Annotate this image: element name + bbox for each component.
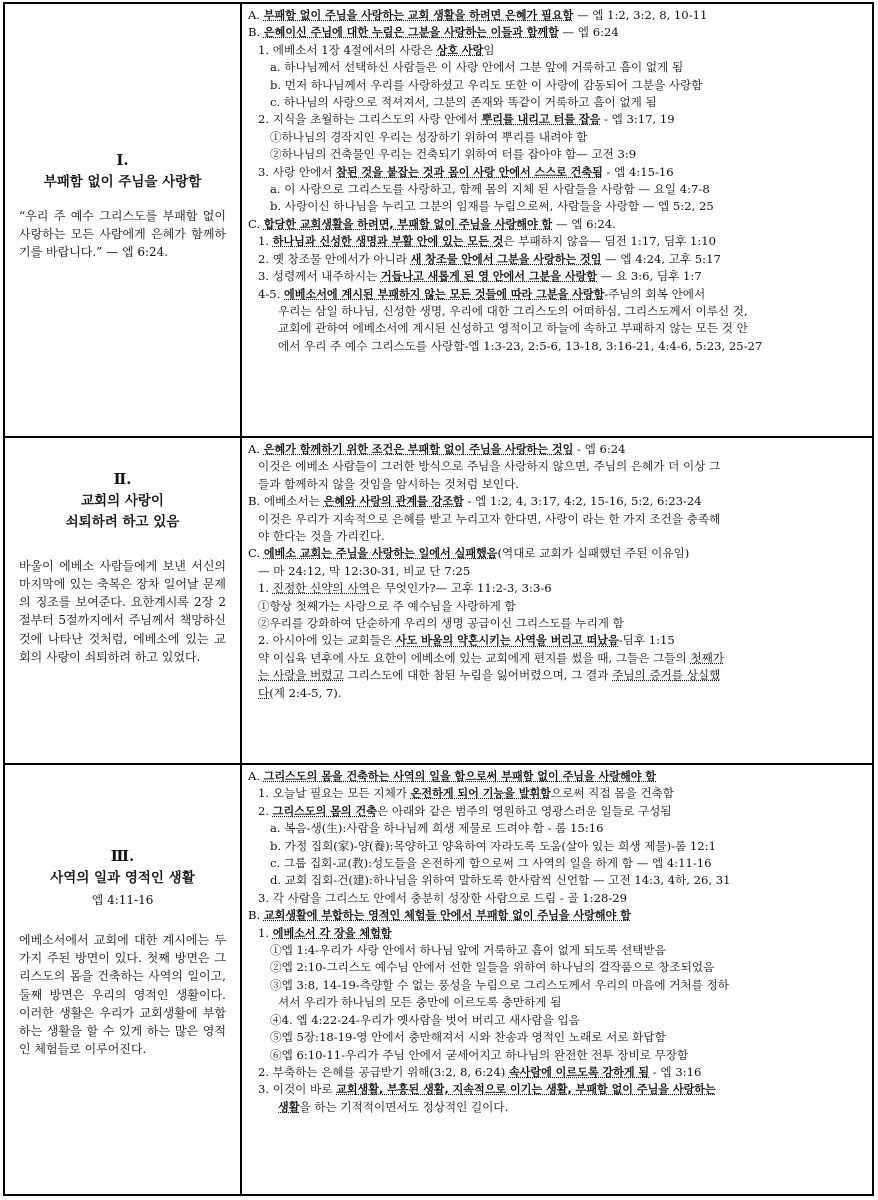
emphasis-text: 은혜와 사랑의 관계를 강조함 [323,495,464,509]
outline-text: ②엡 2:10-그리스도 예수님 안에서 선한 일들을 위하여 하나님의 걸작품으로 창조되었음 [270,960,715,975]
emphasis-text: 합당한 교회생활을 하려면, 부패함 없이 주님을 사랑해야 함 [263,217,553,231]
outline-text: 4-5. [258,286,285,301]
section-row-1 [5,4,872,437]
outline-text: 진정한 신약의 사역 [272,581,370,596]
outline-line [248,632,866,649]
outline-text: 2. 아시아에 있는 교회들은 [258,633,396,648]
emphasis-text: 뿌리를 내리고 터를 잡음 [481,113,601,127]
outline-text: B. 에베소서는 [248,494,324,509]
outline-text: b. 가정 집회(家)-양(養):목양하고 양육하여 자라도록 도움(살아 있는 희생 제물)-롬 12:1 [270,838,716,853]
outline-text: 우리는 삼일 하나님, 신성한 생명, 우리에 대한 그리스도의 어떠하심, 그리스도께서 이루신 것, [278,303,748,318]
outline-text: c. 그룹 집회-교(教):성도들을 온전하게 함으로써 그 사역의 일을 하게 함 — 엡 4:11-16 [270,856,712,871]
emphasis-text: 부패함 없이 주님을 사랑하는 교회 생활을 하려면 은혜가 필요함 [263,9,574,22]
outline-text: a. 하나님께서 선택하신 사람들은 이 사랑 안에서 그분 앞에 거룩하고 흠이 없게 됨 [270,60,684,75]
outline-line [248,198,866,215]
outline-text: 은 무엇인가?— 고후 11:2-3, 3:3-6 [369,581,552,596]
outline-line [248,685,866,702]
outline-line [248,785,866,802]
outline-line [248,1029,866,1046]
outline-text: c. 하나님의 사랑으로 적셔져서, 그분의 존재와 똑같이 거룩하고 흠이 없게 됨 [270,95,657,110]
section-3-left [5,764,241,1194]
emphasis-text: 교회생활, 부흥된 생활, 지속적으로 이기는 생활, 부패함 없이 주님을 사랑하는 [336,1083,716,1097]
outline-line [248,458,866,475]
outline-line [248,907,866,924]
outline-text: -딤후 1:15 [618,633,675,648]
outline-text: 1. 오늘날 필요는 모든 지체가 [258,786,411,801]
outline-text: ①하나님의 경작지인 우리는 성장하기 위하여 뿌리를 내려야 함 [270,129,588,144]
outline-text: 그리스도에 대한 참된 누림을 잃어버렸으며, 그 결과 [343,668,613,683]
outline-table [5,4,872,1194]
outline-line [248,42,866,59]
outline-line [248,111,866,128]
section-title-line-1: 교회의 사랑이 [81,492,164,509]
outline-line [248,615,866,632]
emphasis-text: 생활 [278,1100,300,1114]
outline-line [248,1081,866,1098]
outline-line [248,528,866,545]
outline-text: 다 [258,685,270,700]
outline-line [248,545,866,562]
outline-line [248,59,866,76]
emphasis-text: 그리스도의 몸을 건축하는 사역의 일을 함으로써 부패함 없이 주님을 사랑해야 함 [263,770,657,783]
section-title: 사역의 일과 영적인 생활 [50,869,195,886]
outline-text: 임 [483,42,495,57]
emphasis-text: 에베소서에 계시된 부패하지 않는 모든 것들에 따라 그분을 사랑함 [284,287,605,301]
outline-text: 1. [258,925,273,940]
outline-text: 2. 부축하는 은혜를 공급받기 위해(3:2, 8, 6:24) [258,1064,509,1079]
emphasis-text: 교회생활에 부합하는 영적인 체험들 안에서 부패함 없이 주님을 사랑해야 함 [263,909,631,923]
section-row-3 [5,764,872,1194]
outline-text: - 엡 4:15-16 [602,164,674,179]
section-title-line-2: 쇠퇴하려 하고 있음 [65,513,180,530]
outline-text: 에서 우리 주 예수 그리스도를 사랑함-엡 1:3-23, 2:5-6, 13-18, 3:16-21, 4:4-6, 5:23, 25-27 [278,338,763,353]
outline-text: 1. [258,234,273,249]
outline-text: - 엡 3:16 [649,1064,702,1079]
outline-line [248,820,866,837]
outline-line [248,667,866,684]
outline-text: — 마 24:12, 막 12:30-31, 비교 단 7:25 [258,563,471,578]
outline-text: 을 하는 기적적이면서도 정상적인 길이다. [299,1099,509,1114]
section-2-left [5,437,241,764]
outline-text: - 엡 6:24 [573,442,626,456]
outline-line [248,146,866,163]
outline-line [248,650,866,667]
outline-line [248,890,866,907]
emphasis-text: 상호 사랑 [436,43,484,57]
emphasis-text: 속사람에 이르도록 강하게 됨 [508,1065,650,1079]
emphasis-text: 은혜이신 주님에 대한 누림은 그분을 사랑하는 이들과 함께함 [263,26,559,40]
emphasis-text: 온전하게 되어 기능을 발휘함 [410,787,551,801]
outline-text: 1. [258,581,273,596]
outline-text: d. 교회 집회-건(建):하나님을 위하여 말하도록 한사람씩 신언함 — 고전 14:3, 4하, 26, 31 [270,873,731,888]
outline-line [248,855,866,872]
outline-line [248,959,866,976]
outline-line [248,942,866,959]
emphasis-text: 하나님과 신성한 생명과 부활 안에 있는 모든 것 [272,235,504,249]
outline-text: C. [248,546,264,561]
outline-text: C. [248,216,264,231]
section-summary: “우리 주 예수 그리스도를 부패함 없이 사랑하는 모든 사람에게 은혜가 함께하기를 바랍니다.” — 엡 6:24. [19,208,226,260]
section-title: 부패함 없이 주님을 사랑함 [43,173,202,190]
outline-line [248,493,866,510]
outline-line [248,1012,866,1029]
section-number: Ⅱ. [113,470,132,488]
outline-line [248,303,866,320]
emphasis-text: 에베소 교회는 주님을 사랑하는 일에서 실패했음 [263,547,498,561]
outline-text: 3. 사랑 안에서 [258,164,337,179]
outline-text: — 요 3:6, 딤후 1:7 [597,269,702,284]
outline-text: 2. [258,803,273,818]
outline-line [248,233,866,250]
outline-line [248,94,866,111]
outline-line [248,338,866,355]
outline-line [248,580,866,597]
section-1-left [5,4,241,437]
outline-text: A. [248,769,264,783]
emphasis-text: 참된 것을 붙잡는 것과 몸이 사랑 안에서 스스로 건축됨 [336,165,603,179]
outline-text: 이것은 에베소 사람들이 그러한 방식으로 주님을 사랑하지 않으면, 주님의 은혜가 더 이상 그 [258,459,721,474]
outline-line [248,598,866,615]
section-number: Ⅲ. [110,847,135,865]
outline-text: — 엡 6:24 [558,25,619,40]
outline-text: 첫째가 [690,650,724,665]
section-1-right [241,4,872,437]
outline-text: 3. 각 사람을 그리스도 안에서 충분히 성장한 사람으로 드림 - 골 1:28-29 [258,890,628,905]
outline-line [248,181,866,198]
section-row-2 [5,437,872,764]
outline-line [248,251,866,268]
outline-line [248,872,866,889]
section-summary: 바울이 에베소 사람들에게 보낸 서신의 마지막에 있는 축복은 장차 일어날 문제의 징조를 보여준다. 요한계시록 2장 2절부터 5절까지에서 주님께서 책망하신 것에 나타난 것처럼, 에베소에 있는 교회의 사랑이 쇠퇴하려 하고 있었다. [19,558,226,664]
outline-text: 은 부패하지 않음— 딤전 1:17, 딤후 1:10 [503,234,717,249]
emphasis-text: 그리스도의 몸의 건축 [272,804,377,818]
outline-text: 교회에 관하여 에베소서에 계시된 신성하고 영적이고 하늘에 속하고 부패하지 않는 모든 것 안 [278,321,748,336]
outline-text: 3. 이것이 바로 [258,1082,337,1097]
outline-text: B. [248,908,264,923]
outline-line [248,24,866,41]
outline-text: b. 사랑이신 하나님을 누리고 그분의 임재를 누림으로써, 사람들을 사랑함 — 엡 5:2, 25 [270,199,714,214]
outline-line [248,994,866,1011]
section-reference: 엡 4:11-16 [91,892,154,907]
outline-line [248,768,866,785]
outline-sheet [3,2,874,1196]
outline-line [248,268,866,285]
outline-text: 은 아래와 같은 범주의 영원하고 영광스러운 일들로 구성됨 [376,803,672,818]
section-1-outline [242,4,872,355]
outline-line [248,286,866,303]
outline-line [248,320,866,337]
outline-line [248,1064,866,1081]
section-number: I. [116,151,129,169]
outline-text: ①항상 첫째가는 사랑으로 주 예수님을 사랑하게 함 [258,598,516,613]
outline-line [248,164,866,181]
outline-text: ⑥엡 6:10-11-우리가 주님 안에서 굳세어지고 하나님의 완전한 전투 장비로 무장함 [270,1047,689,1062]
outline-text: (계 2:4-5, 7). [269,685,342,700]
outline-text: 주님의 증거를 상실했 [612,668,721,683]
emphasis-text: 에베소서 각 장을 체험함 [272,926,392,940]
outline-text: - 엡 3:17, 19 [600,112,675,127]
outline-line [248,216,866,233]
outline-text: a. 복음-생(生):사람을 하나님께 희생 제물로 드려야 함 - 롬 15:16 [270,821,604,836]
outline-line [248,129,866,146]
outline-text: ⑤엡 5장:18-19-영 안에서 충만해져서 시와 찬송과 영적인 노래로 서로 화답함 [270,1030,666,1045]
outline-text: 으로써 직접 몸을 건축함 [550,786,674,801]
outline-text: -주님의 회복 안에서 [604,286,706,301]
emphasis-text: 사도 바울의 약혼시키는 사역을 버리고 떠났음 [395,634,619,648]
emphasis-text: 새 창조물 안에서 그분을 사랑하는 것임 [410,252,602,266]
section-summary: 에베소서에서 교회에 대한 계시에는 두 가지 주된 방면이 있다. 첫째 방면은 그리스도의 몸을 건축하는 사역의 일이고, 둘째 방면은 우리의 영적인 생활이다. 이러한 생활은 우리가 교회생활에 부합하는 생활을 할 수 있게 하는 많은 영적인 체험들로 이루어진다. [19,932,226,1057]
outline-text: - 엡 1:2, 4, 3:17, 4:2, 15-16, 5:2, 6:23-24 [463,494,702,509]
emphasis-text: 거듭나고 새롭게 된 영 안에서 그분을 사랑함 [380,270,597,284]
outline-text: ②하나님의 건축물인 우리는 건축되기 위하여 터를 잡아야 함— 고전 3:9 [270,147,637,162]
outline-text: B. [248,25,264,40]
outline-text: 이것은 우리가 지속적으로 은혜를 받고 누리고자 한다면, 사랑이 라는 한 가지 조건을 충족해 [258,511,721,526]
outline-text: ④4. 엡 4:22-24-우리가 옛사람을 벗어 버리고 새사람을 입음 [270,1012,580,1027]
outline-text: — 엡 4:24, 고후 5:17 [601,251,721,266]
outline-line [248,563,866,580]
outline-line [248,511,866,528]
outline-text: 1. 에베소서 1장 4절에서의 사랑은 [258,42,437,57]
outline-text: 3. 성령께서 내주하시는 [258,269,381,284]
outline-text: 약 이십육 년후에 사도 요한이 에베소에 있는 교회에게 편지를 썼을 때, 그들은 그들의 [258,650,691,665]
outline-text: 들과 함께하지 않을 것임을 암시하는 것처럼 보인다. [258,476,519,491]
outline-text: 2. 지식을 초월하는 그리스도의 사랑 안에서 [258,112,482,127]
outline-line [248,77,866,94]
outline-text: 2. 옛 창조물 안에서가 아니라 [258,251,411,266]
outline-text: b. 먼저 하나님께서 우리를 사랑하셨고 우리도 또한 이 사랑에 감동되어 그분을 사랑함 [270,77,703,92]
outline-text: ②우리를 강화하여 단순하게 우리의 생명 공급이신 그리스도를 누리게 함 [258,616,624,631]
outline-text: A. [248,8,264,22]
outline-text: ①엡 1:4-우리가 사랑 안에서 하나님 앞에 거룩하고 흠이 없게 되도록 선택받음 [270,943,666,958]
outline-line [248,441,866,458]
outline-text: a. 이 사랑으로 그리스도를 사랑하고, 함께 몸의 지체 된 사람들을 사랑함 — 요일 4:7-8 [270,182,710,197]
outline-text: — 엡 6:24. [552,216,616,231]
outline-text: 야 한다는 것을 가리킨다. [258,529,385,544]
outline-line [248,476,866,493]
outline-text: ③엡 3:8, 14-19-측량할 수 없는 풍성을 누림으로 그리스도께서 우리의 마음에 거처를 정하 [270,977,730,992]
section-2-right [241,437,872,764]
outline-line [248,1047,866,1064]
outline-line [248,1099,866,1116]
section-3-outline [242,765,872,1116]
section-3-right [241,764,872,1194]
outline-text: A. [248,442,264,456]
outline-text: 셔서 우리가 하나님의 모든 충만에 이르도록 충만하게 됨 [278,995,562,1010]
outline-line [248,925,866,942]
outline-text: (역대로 교회가 실패했던 주된 이유임) [497,546,690,561]
section-2-outline [242,438,872,702]
emphasis-text: 은혜가 함께하기 위한 조건은 부패함 없이 주님을 사랑하는 것임 [263,443,574,456]
outline-text: — 엡 1:2, 3:2, 8, 10-11 [573,8,708,22]
outline-line [248,7,866,24]
outline-text: 는 사랑을 버렸고 [258,668,344,683]
outline-line [248,838,866,855]
outline-line [248,977,866,994]
outline-line [248,803,866,820]
